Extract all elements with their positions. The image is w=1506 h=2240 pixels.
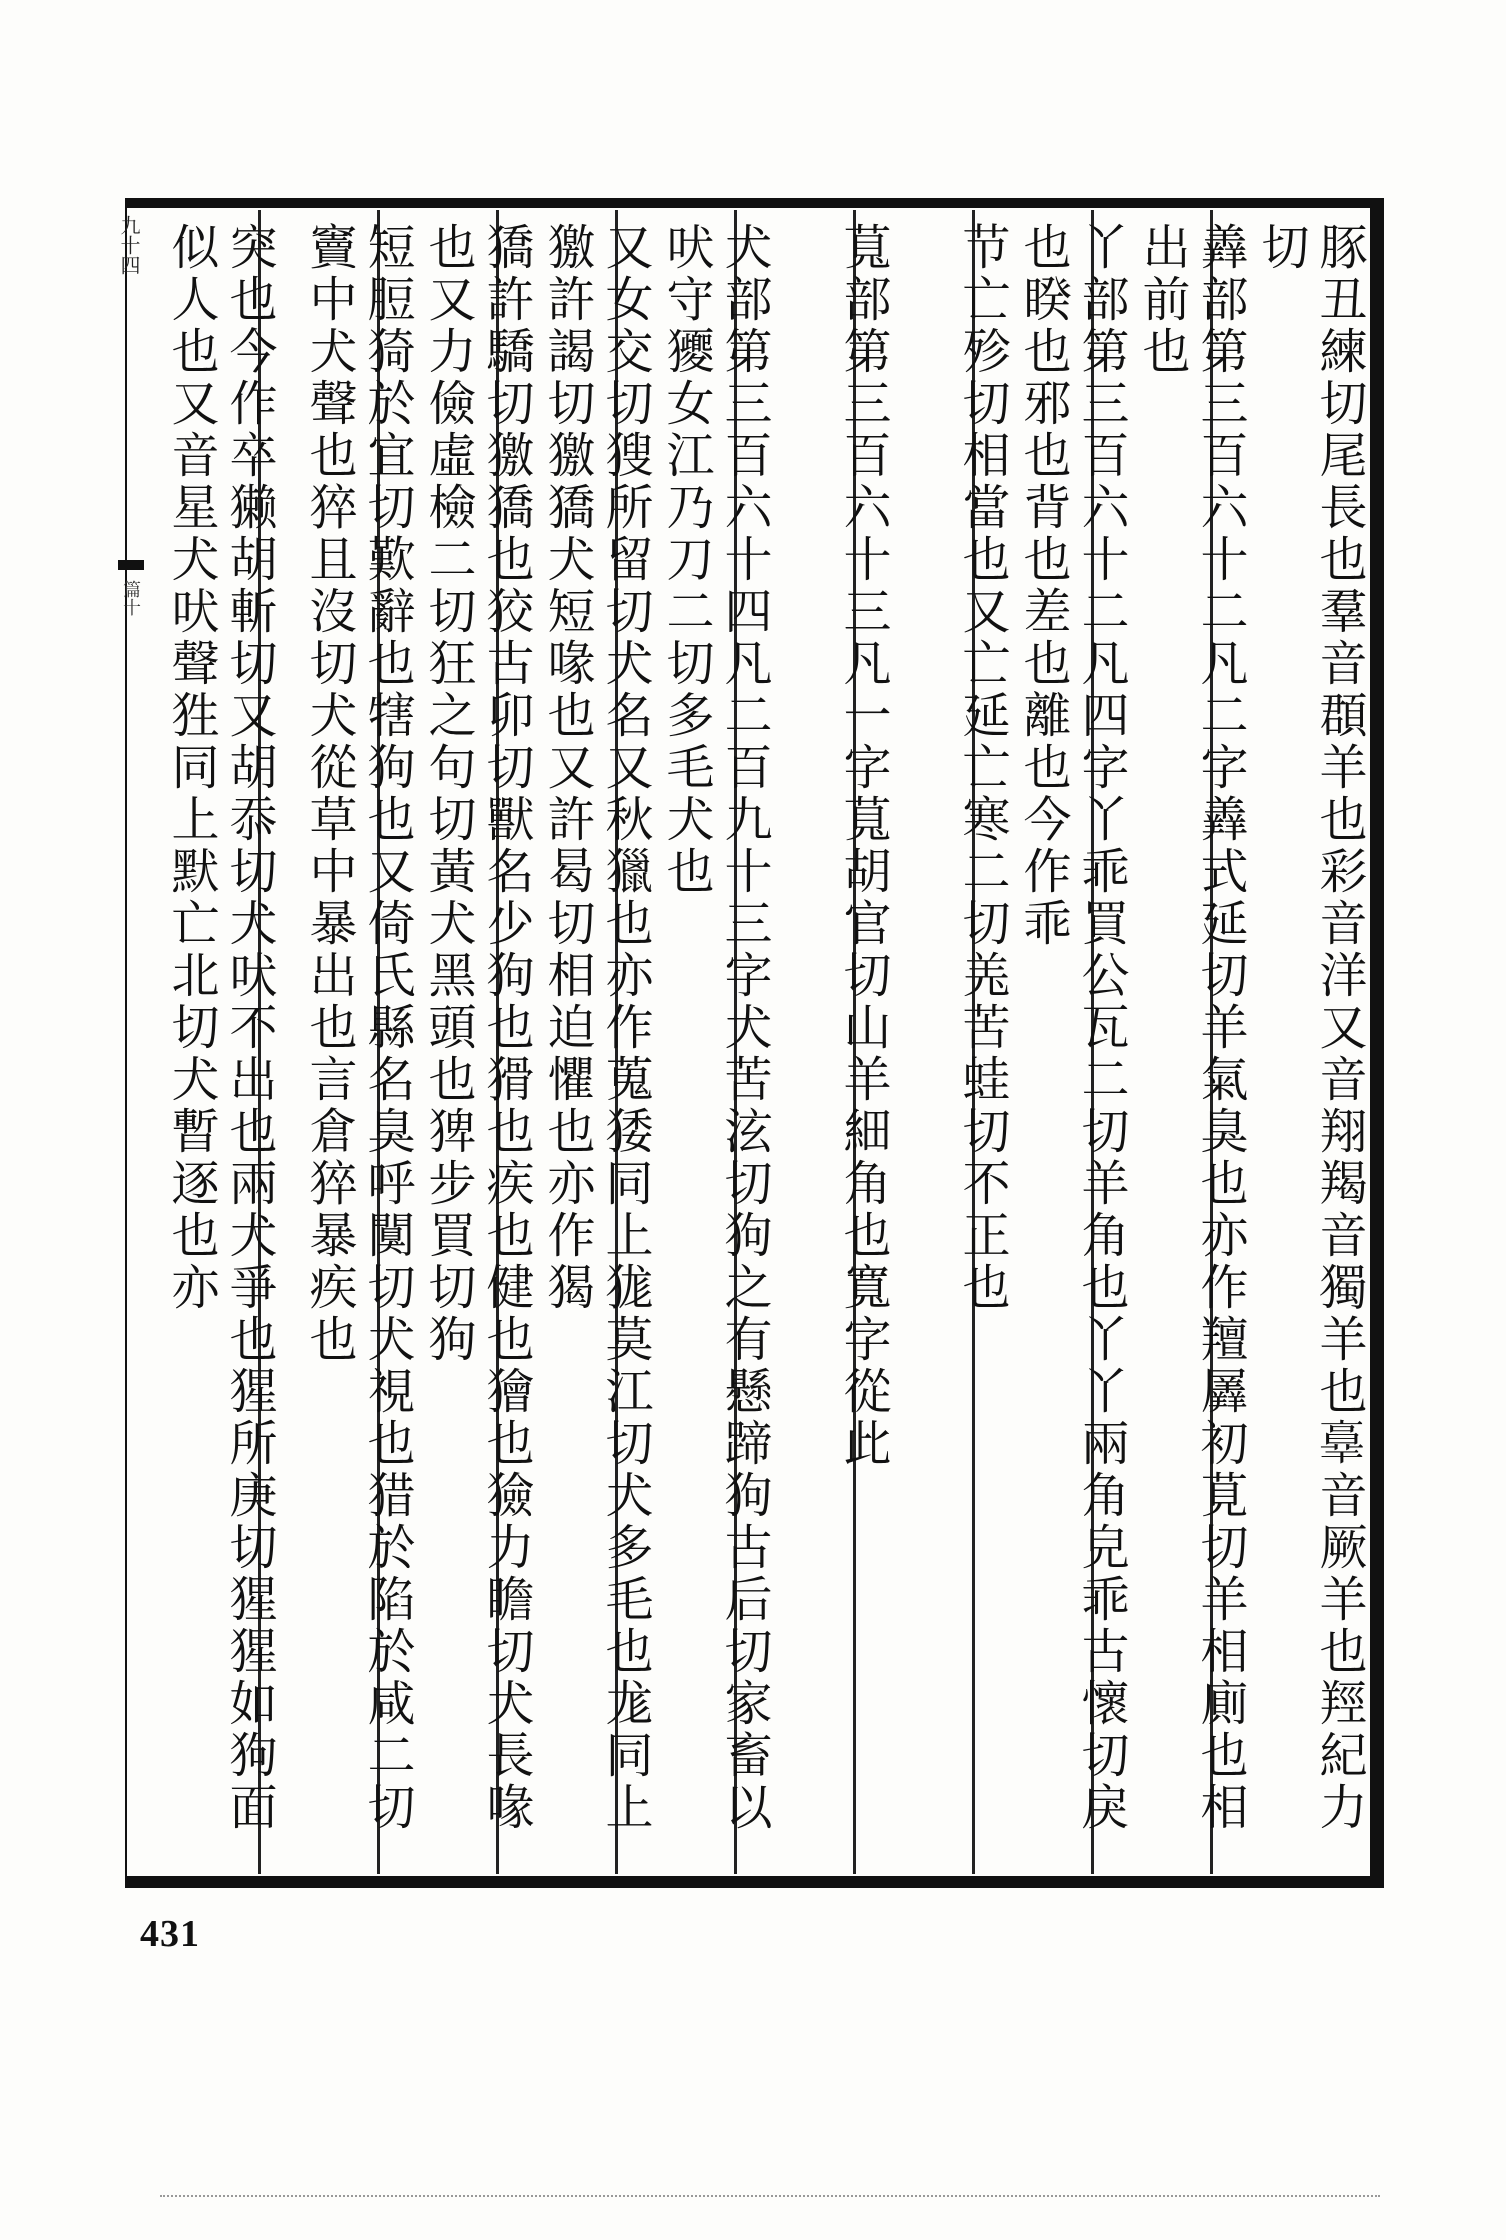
text-column-9: 短脰猗於宜切歎辭也犗狗也又倚氏縣名臭呼闃切犬視也猎於陷於咸二切竇中犬聲也猝且沒切犬從草中暴出也言倉猝暴疾也	[301, 222, 415, 1834]
frame-bottom-border	[125, 1876, 1384, 1888]
text-column-7: 又女交切獀所留切犬名又秋獵也亦作蒐㹻同上狵莫江切犬多毛也尨同上獥許謁切獥獢犬短喙也又許曷切相迫懼也亦作猲	[539, 222, 653, 1834]
text-columns	[140, 210, 1368, 1874]
text-column-8: 獢許驕切獥獢也狡古卯切獸名少狗也猾也疾也健也獪也獫力瞻切犬長喙也又力儉虛檢二切狂之句切黃犬黑頭也猈步買切狗	[420, 222, 534, 1834]
frame-top-border	[125, 198, 1380, 208]
text-column-2: 羴部第三百六十二凡二字羴式延切羊氣臭也亦作羶羼初莧切羊相廁也相出前也	[1134, 222, 1248, 1834]
text-column-10: 突也今作卒獭胡斬切又胡忝切犬吠不出也兩犬爭也猩所庚切猩猩如狗面似人也又音星犬吠聲狌同上默亡北切犬暫逐也亦	[163, 222, 277, 1834]
text-column-6: 犬部第三百六十四凡二百九十三字犬苦泫切狗之有懸蹄狗古后切家畜以吠守獿女江乃刀二切多毛犬也	[658, 222, 772, 1834]
page-number: 431	[140, 1913, 200, 1955]
text-column-3: 丫部第三百六十二凡四字丫乖買公瓦二切羊角也丫丫兩角皃乖古懷切戾也睽也邪也背也差也離也今作乖	[1015, 222, 1129, 1834]
margin-chapter-label: 篇十	[120, 580, 141, 616]
text-column-1: 豚丑練切尾長也羣音頵羊也彩音洋又音翔羯音獨羊也𦎧音厥羊也羥紀力切	[1253, 222, 1367, 1834]
scan-artifact-line	[160, 2195, 1380, 2199]
text-column-5: 萈部第三百六十三凡一字萈胡官切山羊細角也寬字從此	[835, 222, 891, 1470]
margin-section-label: 九十四	[117, 215, 141, 275]
text-column-4: 节亡殄切相當也又亡延亡寒二切𦍑苦蛙切不正也	[954, 222, 1010, 1314]
frame-right-border	[1370, 198, 1384, 1888]
